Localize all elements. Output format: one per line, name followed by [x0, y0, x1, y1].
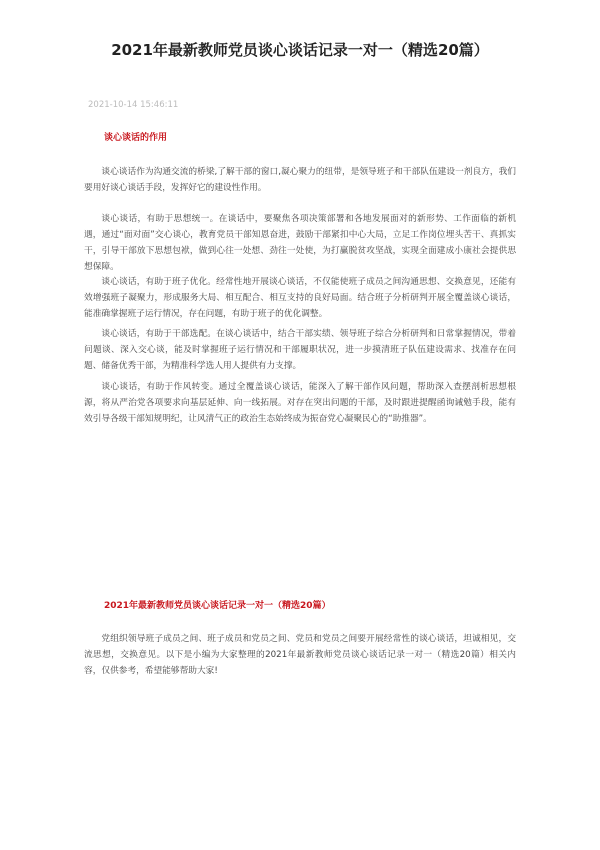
paragraph: 谈心谈话，有助于作风转变。通过全覆盖谈心谈话，能深入了解干部作风问题，帮助深入查摆剖析思想根源，将从严治党各项要求向基层延伸、向一线拓展。对存在突出问题的干部，及时跟进提醒函询诫勉手段，能有效引导各级干部知规明纪，让风清气正的政治生态始终成为振奋党心凝聚民心的“助推器”。: [84, 381, 516, 424]
section-heading-role: 谈心谈话的作用: [104, 133, 168, 143]
publish-timestamp: 2021-10-14 15:46:11: [88, 100, 179, 110]
page-title: 2021年最新教师党员谈心谈话记录一对一（精选20篇）: [111, 41, 489, 59]
paragraph: 谈心谈话作为沟通交流的桥梁,了解干部的窗口,凝心聚力的纽带，是领导班子和干部队伍建设一剂良方，我们要用好谈心谈话手段，发挥好它的建设性作用。: [84, 166, 516, 193]
paragraph: 党组织领导班子成员之间、班子成员和党员之间、党员和党员之间要开展经常性的谈心谈话，坦诚相见，交流思想，交换意见。以下是小编为大家整理的2021年最新教师党员谈心谈话记录一对一（精选20篇）相关内容，仅供参考，希望能够帮助大家!: [84, 633, 516, 676]
paragraph: 谈心谈话，有助于干部选配。在谈心谈话中，结合干部实绩、领导班子综合分析研判和日常掌握情况，带着问题谈、深入交心谈，能及时掌握班子运行情况和干部履职状况，进一步摸清班子队伍建设需求、找准存在问题、储备优秀干部，为精准科学选人用人提供有力支撑。: [84, 328, 516, 371]
paragraph: 谈心谈话，有助于思想统一。在谈话中，要聚焦各项决策部署和各地发展面对的新形势、工作面临的新机遇，通过“面对面”交心谈心，教育党员干部知恩奋进，鼓励干部紧扣中心大局，立足工作岗位埋头苦干、真抓实干，引导干部放下思想包袱，做到心往一处想、劲往一处使，为打赢脱贫攻坚战，实现全面建成小康社会提供思想保障。: [84, 213, 516, 272]
paragraph: 谈心谈话，有助于班子优化。经常性地开展谈心谈话，不仅能使班子成员之间沟通思想、交换意见，还能有效增强班子凝聚力，形成服务大局、相互配合、相互支持的良好局面。结合班子分析研判开展全覆盖谈心谈话，能准确掌握班子运行情况，存在问题，有助于班子的优化调整。: [84, 276, 516, 319]
section-heading-collection: 2021年最新教师党员谈心谈话记录一对一（精选20篇）: [104, 601, 331, 611]
